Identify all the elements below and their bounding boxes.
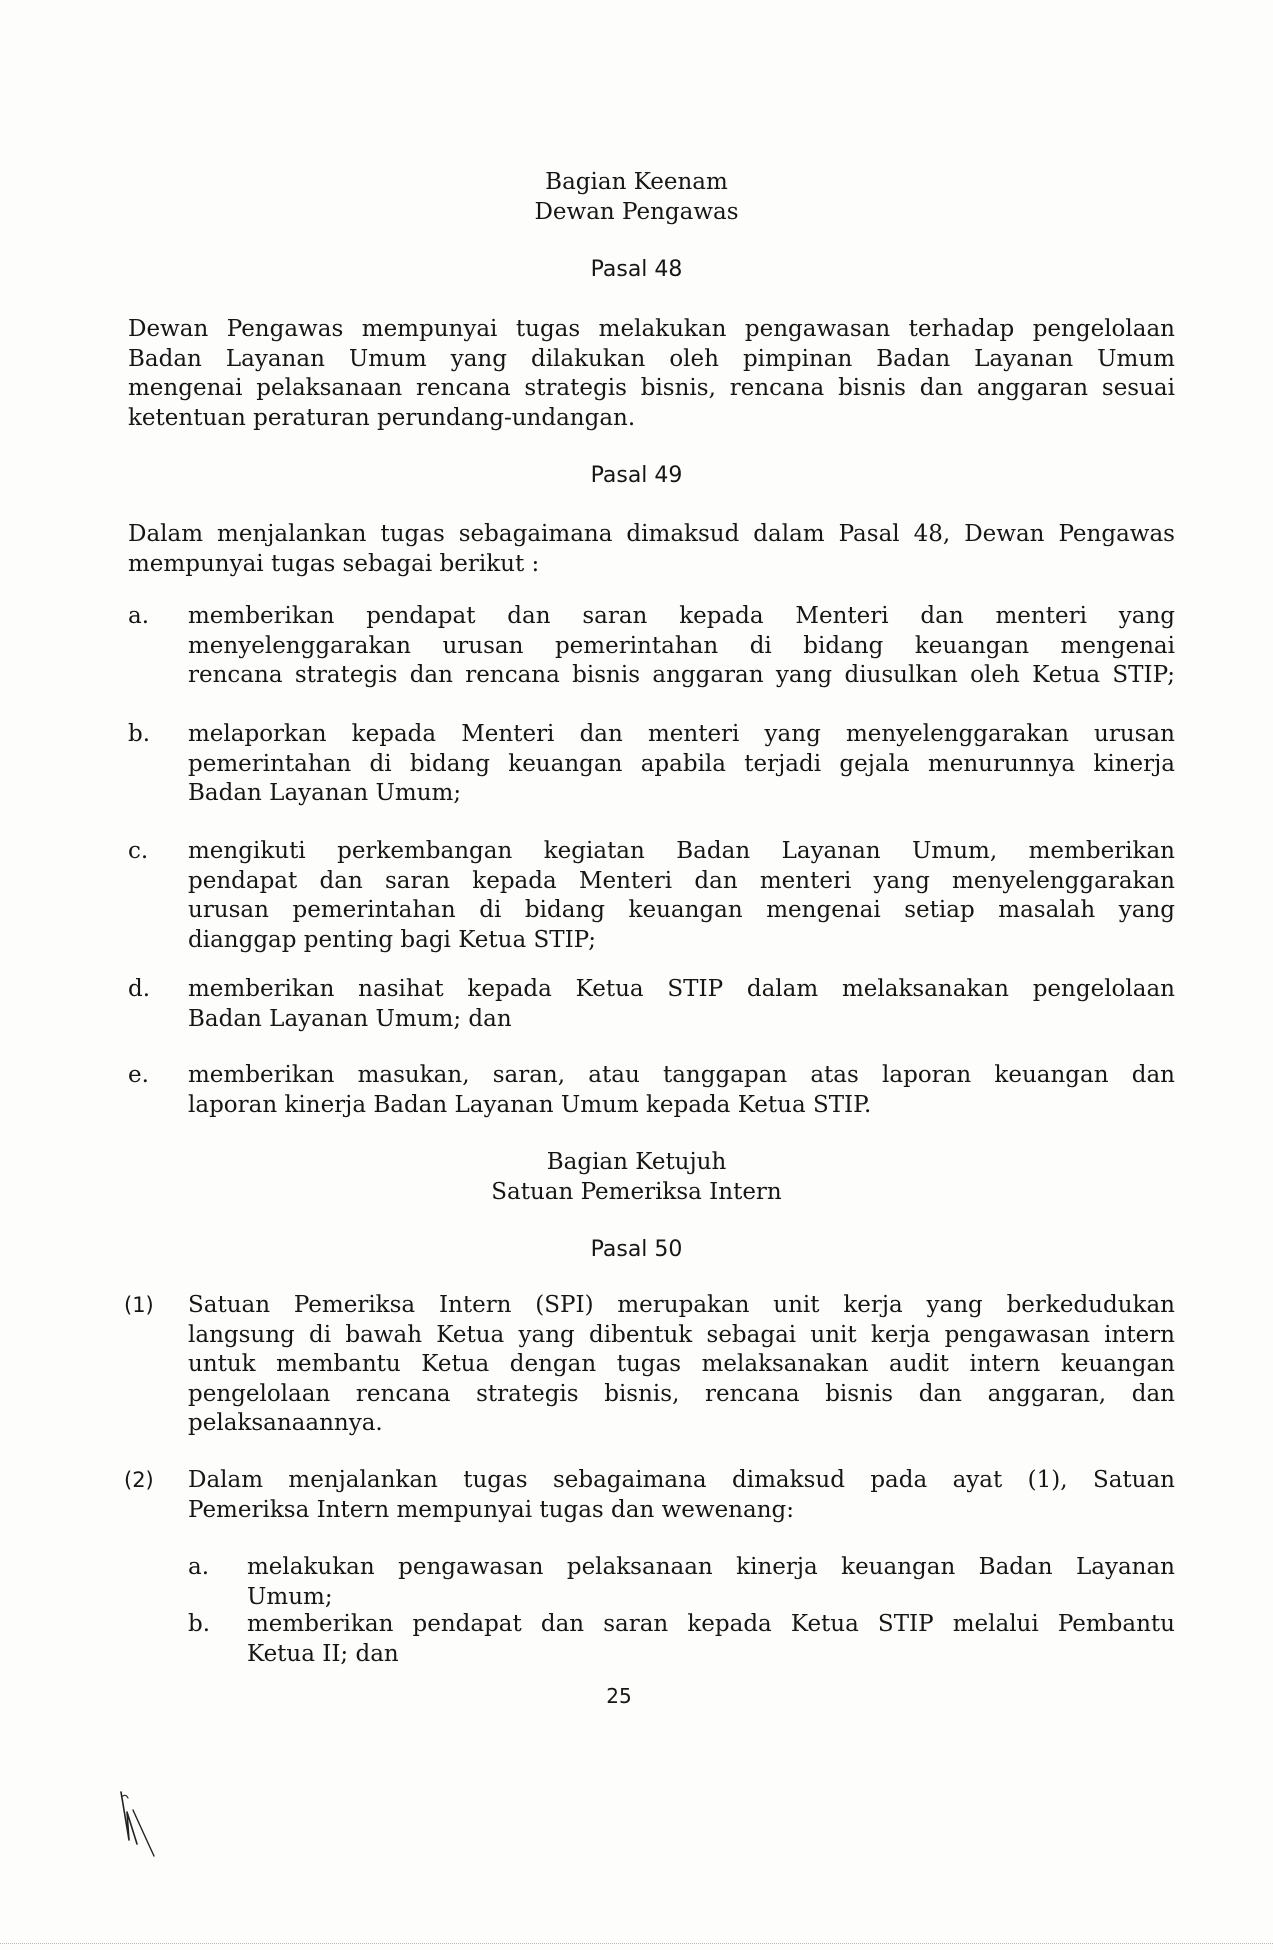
text-line: dianggap penting bagi Ketua STIP; (188, 926, 597, 953)
text-line: Pemeriksa Intern mempunyai tugas dan wewenang: (188, 1496, 794, 1523)
list-item-label: e. (128, 1062, 149, 1088)
list-item-label: a. (188, 1554, 210, 1580)
list-item (128, 975, 1175, 1034)
text-line: memberikan pendapat dan saran kepada Menteri dan menteri yang (188, 603, 1175, 629)
text-line: pendapat dan saran kepada Menteri dan menteri yang menyelenggarakan (188, 867, 1175, 894)
article-paragraph (128, 315, 1175, 433)
section-heading (0, 168, 1273, 227)
text-line: melaporkan kepada Menteri dan menteri yang menyelenggarakan urusan (188, 721, 1175, 747)
text-line: Badan Layanan Umum; dan (188, 1005, 512, 1032)
text-line: laporan kinerja Badan Layanan Umum kepada Ketua STIP. (188, 1091, 872, 1118)
list-item-label: a. (128, 603, 150, 629)
text-line: ketentuan peraturan perundang-undangan. (128, 404, 636, 431)
page-number: 25 (606, 1684, 632, 1708)
text-line: Dalam menjalankan tugas sebagaimana dimaksud pada ayat (1), Satuan (188, 1467, 1175, 1493)
article-paragraph (128, 520, 1175, 579)
text-line: Umum; (247, 1583, 333, 1610)
list-item (128, 602, 1175, 691)
section-label: Bagian Keenam (545, 169, 728, 195)
text-line: memberikan masukan, saran, atau tanggapan atas laporan keuangan dan (188, 1062, 1175, 1088)
list-item-label: b. (128, 721, 151, 747)
text-line: Satuan Pemeriksa Intern (SPI) merupakan unit kerja yang berkedudukan (188, 1292, 1175, 1318)
list-item-label: c. (128, 838, 149, 864)
page-edge-rule (0, 1943, 1273, 1944)
clause (124, 1291, 1175, 1439)
text-line: memberikan nasihat kepada Ketua STIP dalam melaksanakan pengelolaan (188, 976, 1175, 1002)
section-title: Dewan Pengawas (534, 198, 739, 225)
text-line: pelaksanaannya. (188, 1410, 383, 1436)
sub-list-item (188, 1553, 1175, 1612)
section-heading (0, 1148, 1273, 1207)
text-line: menyelenggarakan urusan pemerintahan di bidang keuangan mengenai (188, 632, 1175, 659)
text-line: pemerintahan di bidang keuangan apabila terjadi gejala menurunnya kinerja (188, 750, 1175, 777)
text-line: rencana strategis dan rencana bisnis anggaran yang diusulkan oleh Ketua STIP; (188, 662, 1175, 688)
text-line: Badan Layanan Umum yang dilakukan oleh pimpinan Badan Layanan Umum (128, 345, 1175, 372)
section-label: Bagian Ketujuh (546, 1149, 727, 1175)
signature-initial (112, 1782, 162, 1862)
text-line: langsung di bawah Ketua yang dibentuk sebagai unit kerja pengawasan intern (188, 1321, 1175, 1348)
text-line: mengenai pelaksanaan rencana strategis bisnis, rencana bisnis dan anggaran sesuai (128, 375, 1175, 401)
text-line: Ketua II; dan (247, 1640, 399, 1667)
clause-number: (1) (124, 1293, 154, 1317)
clause (124, 1466, 1175, 1525)
sub-list-item (188, 1610, 1175, 1669)
text-line: melakukan pengawasan pelaksanaan kinerja keuangan Badan Layanan (247, 1554, 1175, 1580)
text-line: mengikuti perkembangan kegiatan Badan Layanan Umum, memberikan (188, 838, 1175, 864)
text-line: Dalam menjalankan tugas sebagaimana dimaksud dalam Pasal 48, Dewan Pengawas (128, 521, 1175, 547)
list-item (128, 837, 1175, 955)
text-line: untuk membantu Ketua dengan tugas melaksanakan audit intern keuangan (188, 1351, 1175, 1377)
section-title: Satuan Pemeriksa Intern (491, 1178, 782, 1205)
text-line: Dewan Pengawas mempunyai tugas melakukan pengawasan terhadap pengelolaan (128, 316, 1175, 342)
list-item-label: b. (188, 1611, 211, 1637)
list-item-label: d. (128, 976, 151, 1002)
article-heading: Pasal 48 (590, 257, 683, 282)
text-line: mempunyai tugas sebagai berikut : (128, 550, 540, 577)
clause-number: (2) (124, 1468, 154, 1492)
text-line: Badan Layanan Umum; (188, 780, 462, 806)
text-line: urusan pemerintahan di bidang keuangan mengenai setiap masalah yang (188, 897, 1175, 923)
text-line: memberikan pendapat dan saran kepada Ketua STIP melalui Pembantu (247, 1611, 1175, 1637)
list-item (128, 1061, 1175, 1120)
article-heading: Pasal 49 (590, 463, 683, 488)
text-line: pengelolaan rencana strategis bisnis, rencana bisnis dan anggaran, dan (188, 1380, 1175, 1407)
article-heading: Pasal 50 (590, 1237, 683, 1262)
list-item (128, 720, 1175, 809)
